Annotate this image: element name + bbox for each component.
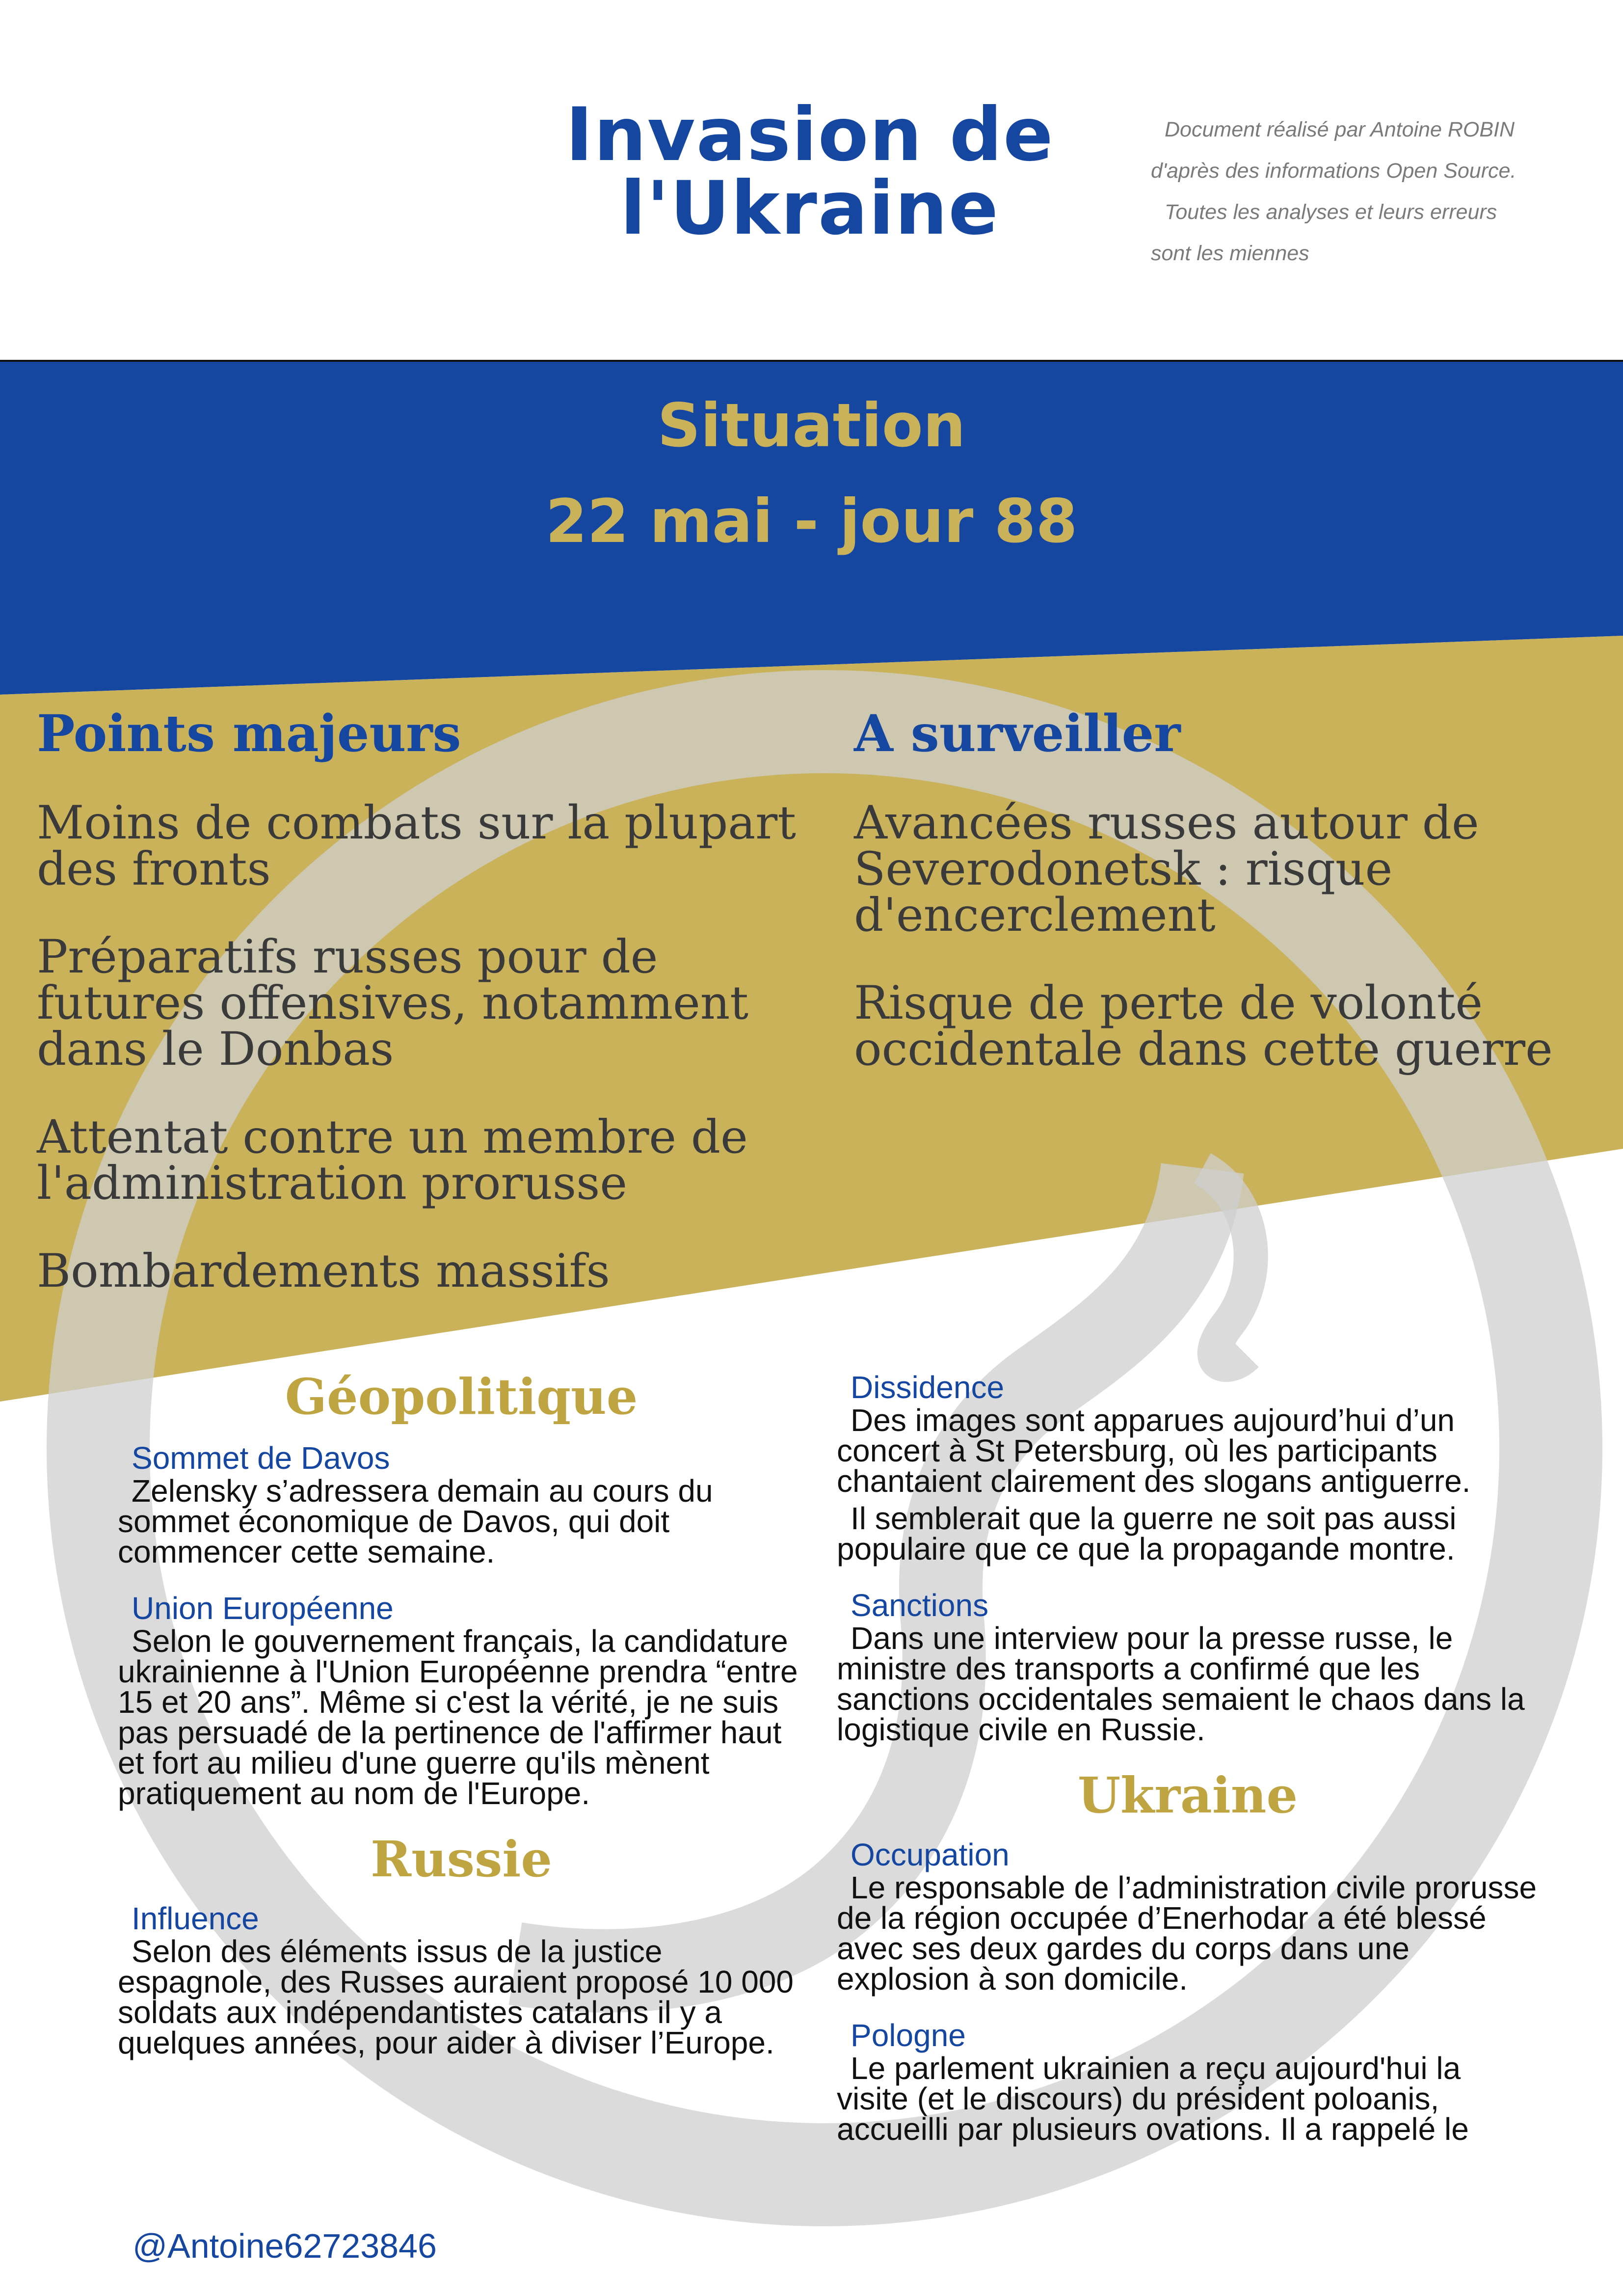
list-item: Moins de combats sur la plupart des fronts — [37, 796, 797, 896]
twitter-handle: @Antoine62723846 — [133, 2227, 437, 2265]
occupation-text: Le responsable de l’administration civile prorusse de la région occupée d’Enerhodar a été blessé avec ses deux gardes du corps dans une explosion à son domicile. — [837, 1870, 1537, 1997]
davos-block — [118, 1440, 805, 1567]
pologne-text: Le parlement ukrainien a reçu aujourd'hui la visite (et le discours) du président poloanis, accueilli par plusieurs ovations. Il a rappelé le — [837, 2051, 1469, 2147]
dissidence-heading: Dissidence — [851, 1370, 1005, 1405]
ue-heading: Union Européenne — [132, 1591, 394, 1626]
credit-line-2: Toutes les analyses et leurs erreurs sont les miennes — [1151, 200, 1497, 265]
occupation-heading: Occupation — [851, 1837, 1010, 1872]
list-item: Bombardements massifs — [37, 1244, 610, 1298]
title-line-1: Invasion de — [565, 92, 1054, 178]
title-line-2: l'Ukraine — [620, 166, 1000, 251]
sanctions-block — [837, 1588, 1539, 1745]
page-title — [530, 92, 1090, 251]
dissidence-block — [837, 1370, 1539, 1567]
right-column — [837, 1370, 1539, 2168]
occupation-block — [837, 1837, 1539, 1997]
points-majeurs-heading: Points majeurs — [37, 704, 461, 763]
author-credit — [1151, 109, 1539, 274]
list-item: Risque de perte de volonté occidentale dans cette guerre — [854, 976, 1553, 1076]
a-surveiller-list — [854, 796, 1590, 1114]
pologne-block — [837, 2018, 1539, 2147]
list-item: Préparatifs russes pour de futures offensives, notamment dans le Donbas — [37, 930, 749, 1076]
pologne-heading: Pologne — [851, 2018, 966, 2053]
list-item: Attentat contre un membre de l'administration prorusse — [37, 1110, 748, 1210]
a-surveiller-heading: A surveiller — [854, 704, 1181, 763]
situation-date: 22 mai - jour 88 — [545, 486, 1078, 556]
geopolitique-title: Géopolitique — [285, 1368, 638, 1426]
situation-label: Situation — [657, 391, 966, 460]
points-majeurs-list — [37, 796, 802, 1336]
ue-block — [118, 1591, 805, 1809]
davos-text: Zelensky s’adressera demain au cours du sommet économique de Davos, qui doit commencer cette semaine. — [118, 1473, 713, 1569]
sanctions-text: Dans une interview pour la presse russe, le ministre des transports a confirmé que les sanctions occidentales semaient le chaos dans la logistique civile en Russie. — [837, 1621, 1525, 1747]
credit-line-1: Document réalisé par Antoine ROBIN d'après des informations Open Source. — [1151, 118, 1517, 183]
dissidence-text-2: Il semblerait que la guerre ne soit pas aussi populaire que ce que la propagande montre. — [837, 1501, 1457, 1567]
list-item: Avancées russes autour de Severodonetsk : risque d'encerclement — [854, 796, 1479, 942]
ukraine-title: Ukraine — [1077, 1766, 1298, 1824]
influence-block — [118, 1901, 805, 2058]
influence-heading: Influence — [132, 1901, 259, 1936]
influence-text: Selon des éléments issus de la justice espagnole, des Russes auraient proposé 10 000 soldats aux indépendantistes catalans il y a quelques années, pour aider à diviser l’Europe. — [118, 1934, 794, 2060]
dissidence-text-1: Des images sont apparues aujourd’hui d’un concert à St Petersburg, où les participants chantaient clairement des slogans antiguerre. — [837, 1403, 1471, 1499]
left-column — [118, 1370, 805, 2081]
situation-banner — [0, 378, 1623, 569]
ue-text: Selon le gouvernement français, la candidature ukrainienne à l'Union Européenne prendra “entre 15 et 20 ans”. Même si c'est la vérité, je ne suis pas persuadé de la pertinence de l'affirmer haut et fort au milieu d'une guerre qu'ils mènent pratiquement au nom de l'Europe. — [118, 1623, 798, 1811]
russie-title: Russie — [370, 1830, 553, 1888]
sanctions-heading: Sanctions — [851, 1588, 989, 1623]
davos-heading: Sommet de Davos — [132, 1440, 390, 1476]
